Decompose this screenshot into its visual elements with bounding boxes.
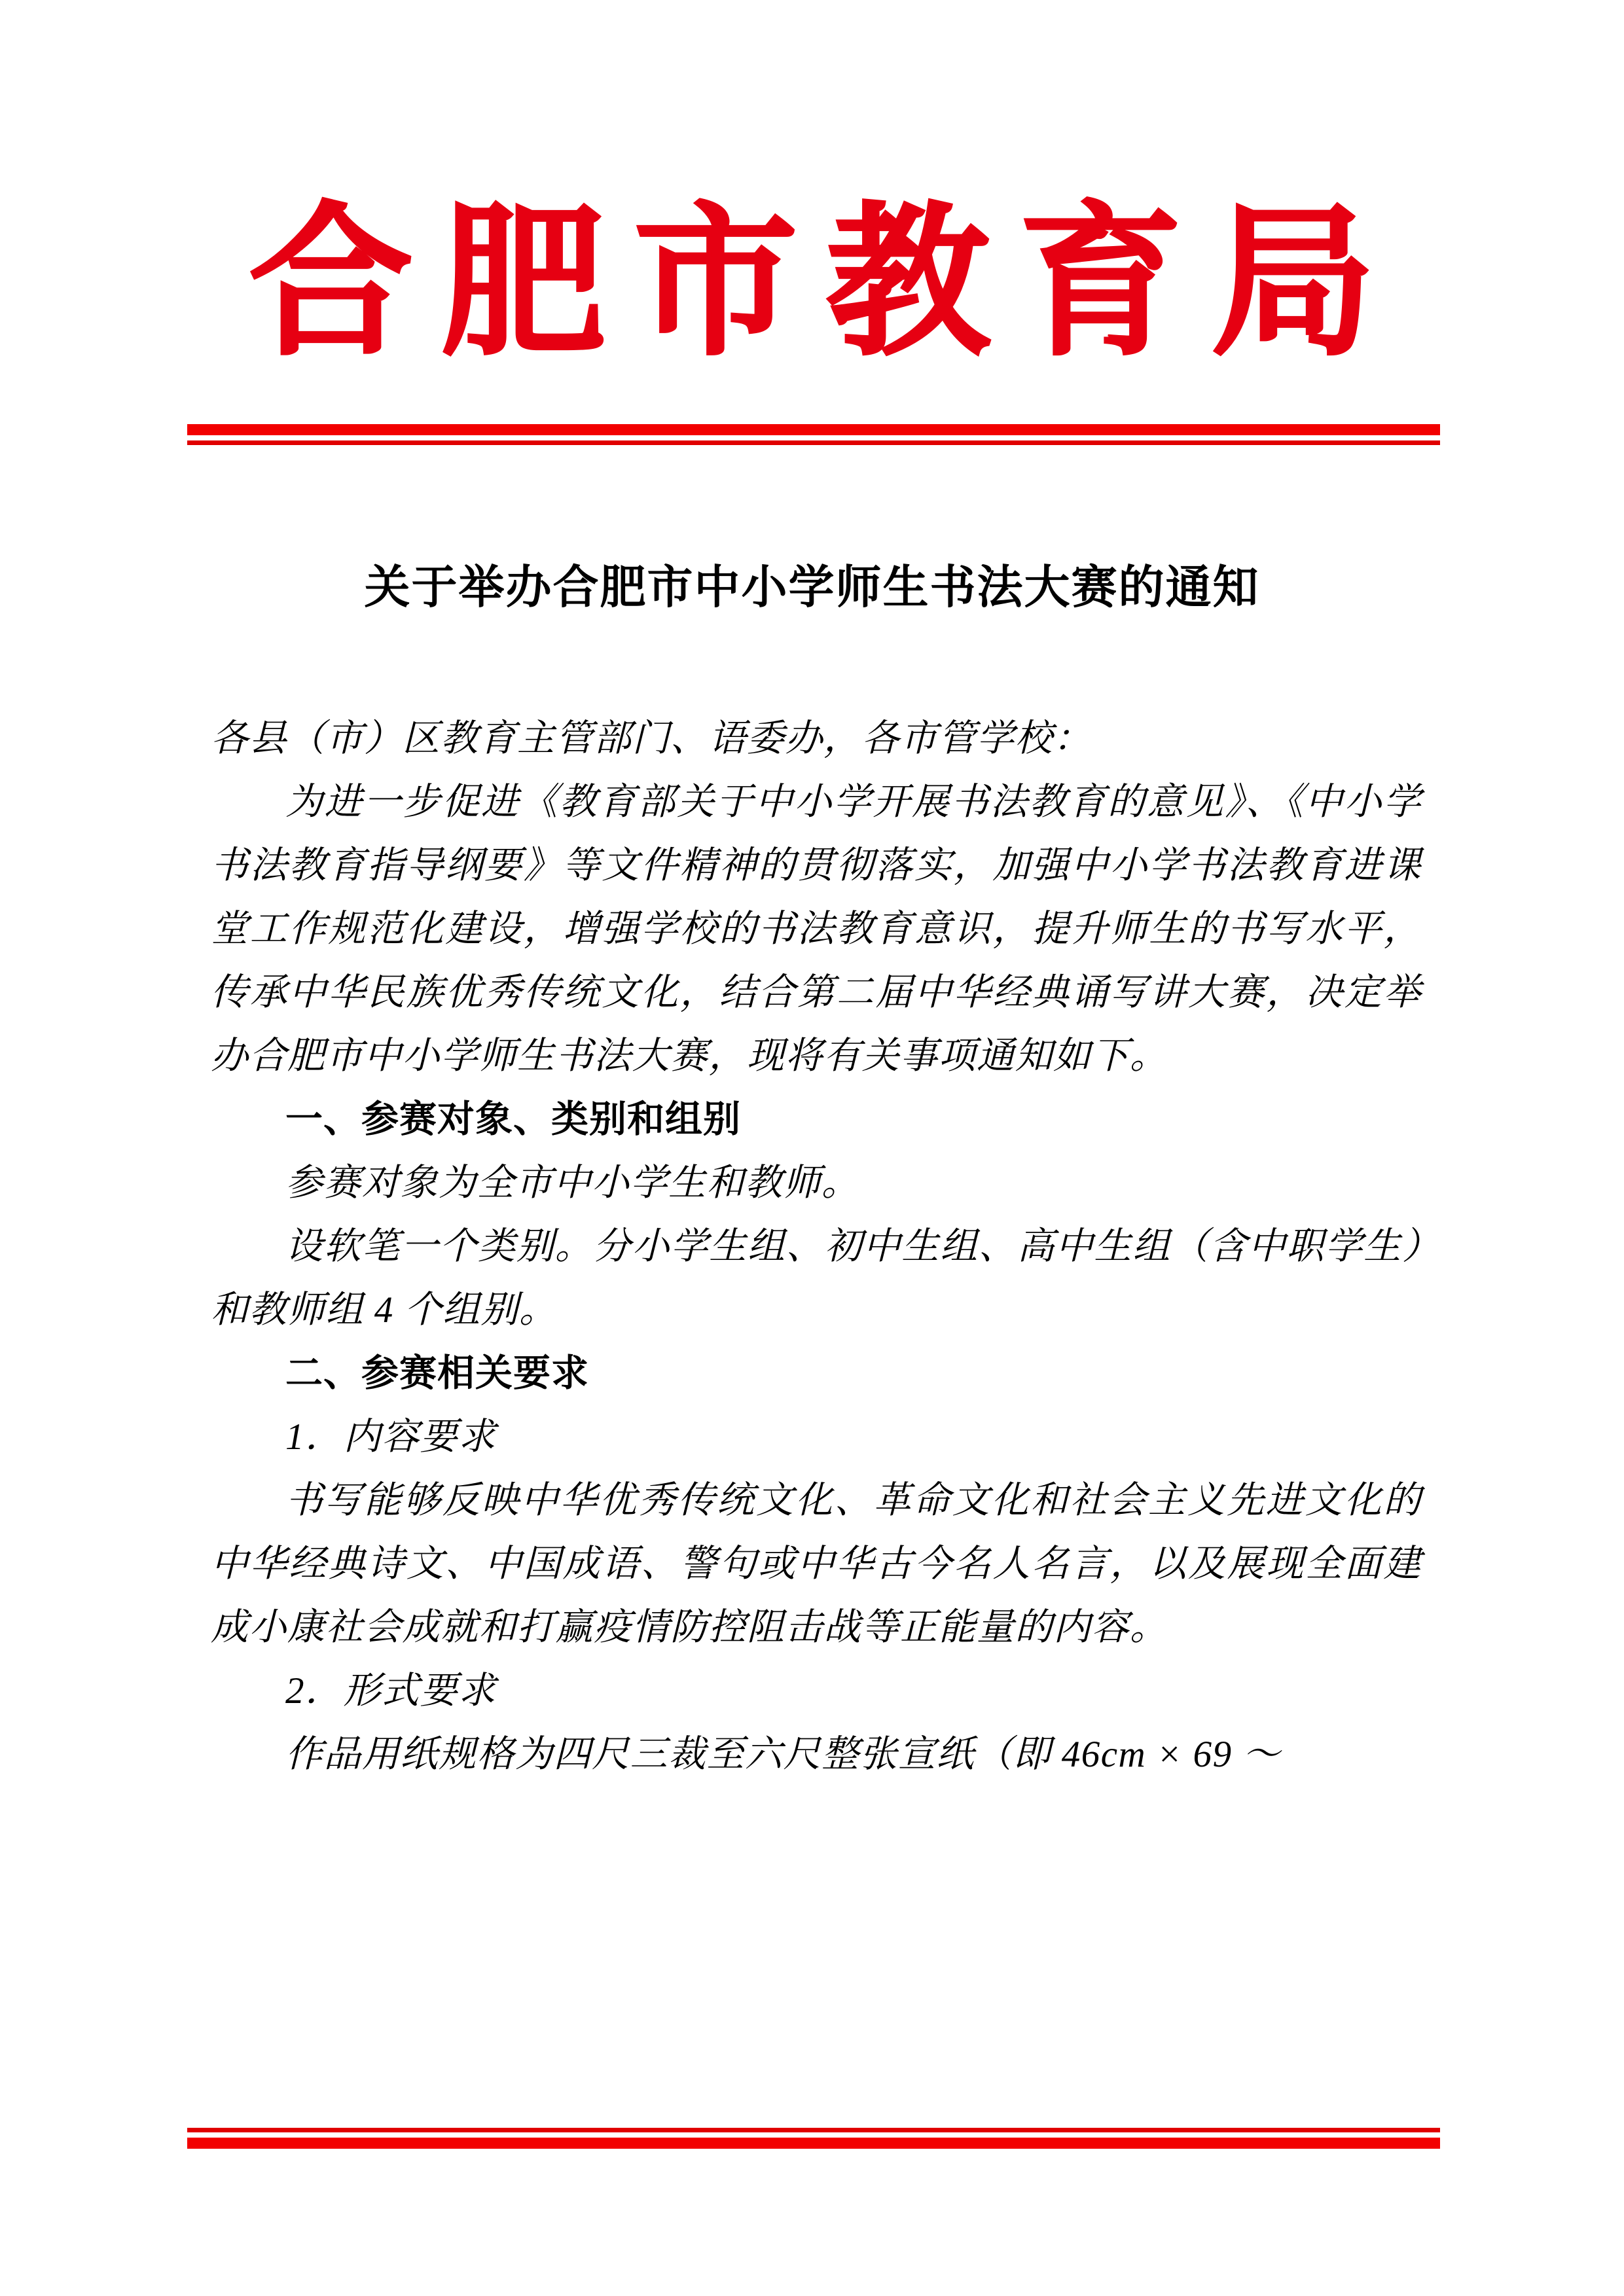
header-rule-thin: [187, 440, 1440, 445]
preamble-paragraph: 为进一步促进《教育部关于中小学开展书法教育的意见》、《中小学书法教育指导纲要》等文件精神的贯彻落实，加强中小学书法教育进课堂工作规范化建设，增强学校的书法教育意识，提升师生的书写水平，传承中华民族优秀传统文化，结合第二届中华经典诵写讲大赛，决定举办合肥市中小学师生书法大赛，现将有关事项通知如下。: [211, 781, 1422, 1077]
section-2-item-1-body: 书写能够反映中华优秀传统文化、革命文化和社会主义先进文化的中华经典诗文、中国成语、警句或中华古今名人名言，以及展现全面建成小康社会成就和打赢疫情防控阻击战等正能量的内容。: [211, 1480, 1422, 1648]
section-1-paragraph-1: 参赛对象为全市中小学生和教师。: [285, 1162, 860, 1204]
section-heading-2: 二、参赛相关要求: [285, 1352, 589, 1394]
section-heading-1: 一、参赛对象、类别和组别: [285, 1098, 741, 1140]
section-2-item-2-body: 作品用纸规格为四尺三裁至六尺整张宣纸（即 46cm × 69 ～: [285, 1734, 1281, 1775]
header-rule-gap: [187, 435, 1440, 440]
header-red-rule: [187, 424, 1440, 445]
document-title: 关于举办合肥市中小学师生书法大赛的通知: [364, 563, 1260, 613]
footer-rule-thin: [187, 2128, 1440, 2132]
header-rule-thick: [187, 424, 1440, 435]
section-2-item-1-label: 1．内容要求: [285, 1416, 497, 1458]
masthead-organization-name: 合肥市教育局: [249, 194, 1404, 375]
salutation: 各县（市）区教育主管部门、语委办，各市管学校：: [211, 718, 1092, 759]
masthead: [0, 196, 1624, 373]
section-2-item-2-label: 2．形式要求: [285, 1670, 497, 1712]
footer-rule-gap: [187, 2132, 1440, 2138]
footer-red-rule: [187, 2128, 1440, 2149]
section-1-paragraph-2: 设软笔一个类别。分小学生组、初中生组、高中生组（含中职学生）和教师组 4 个组别。: [211, 1226, 1422, 1331]
document-body: [211, 707, 1422, 1786]
footer-rule-thick: [187, 2138, 1440, 2149]
